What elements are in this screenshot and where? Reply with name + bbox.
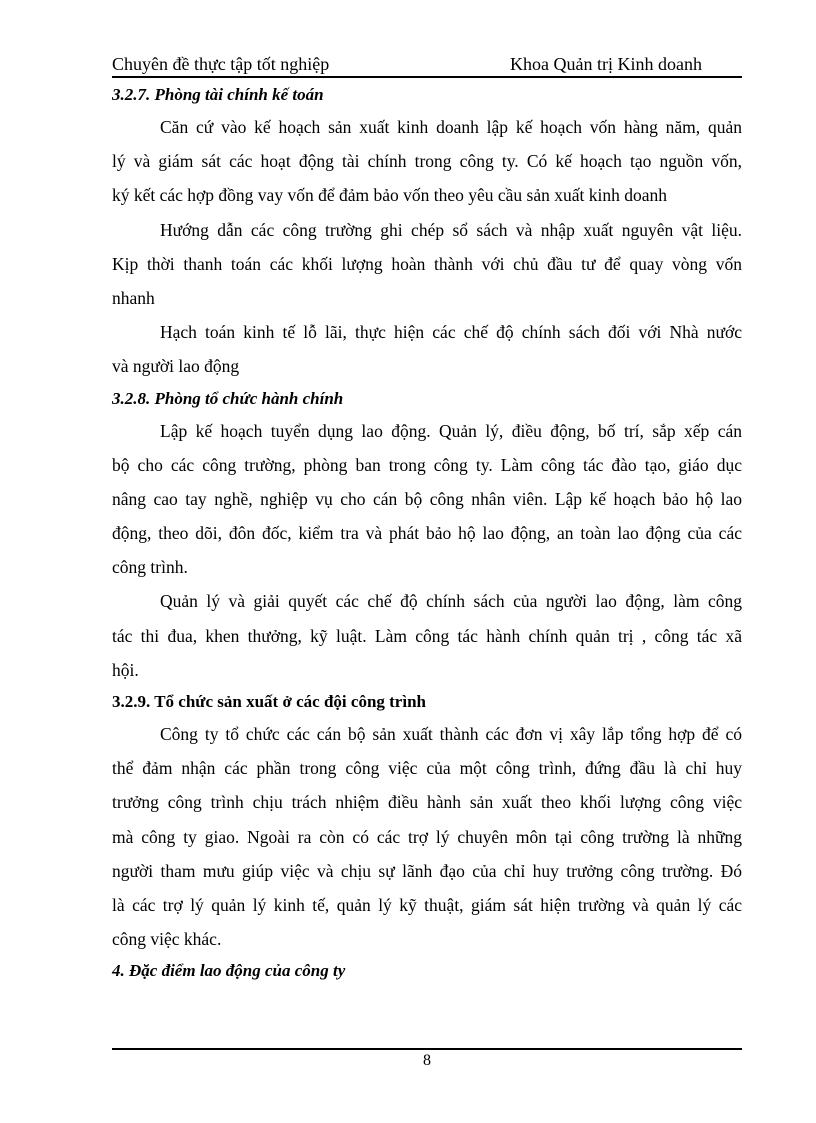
header-faculty-name: Khoa Quản trị Kinh doanh bbox=[510, 54, 702, 74]
paragraph-line: Lập kế hoạch tuyển dụng lao động. Quản lý, điều động, bố trí, sắp xếp cán bbox=[160, 420, 742, 441]
paragraph-line: bộ cho các công trường, phòng ban trong công ty. Làm công tác đào tạo, giáo dục bbox=[112, 454, 742, 475]
paragraph-line: trưởng công trình chịu trách nhiệm điều hành sản xuất theo khối lượng công việc bbox=[112, 792, 742, 813]
paragraph-line: Hạch toán kinh tế lỗ lãi, thực hiện các chế độ chính sách đối với Nhà nước bbox=[160, 322, 742, 343]
paragraph-line: Hướng dẫn các công trường ghi chép sổ sách và nhập xuất nguyên vật liệu. bbox=[160, 219, 742, 240]
footer-divider bbox=[112, 1048, 742, 1050]
section-heading-3-2-9: 3.2.9. Tổ chức sản xuất ở các đội công trình bbox=[112, 692, 426, 711]
paragraph-line: người tham mưu giúp việc và chịu sự lãnh đạo của chỉ huy trưởng công trường. Đó bbox=[112, 860, 742, 881]
paragraph-line: tác thi đua, khen thưởng, kỹ luật. Làm công tác hành chính quản trị , công tác xã bbox=[112, 625, 742, 646]
paragraph-line: ký kết các hợp đồng vay vốn để đảm bảo vốn theo yêu cầu sản xuất kinh doanh bbox=[112, 185, 668, 206]
paragraph-line: lý và giám sát các hoạt động tài chính trong công ty. Có kế hoạch tạo nguồn vốn, bbox=[112, 151, 742, 172]
paragraph-line: nâng cao tay nghề, nghiệp vụ cho cán bộ công nhân viên. Lập kế hoạch bảo hộ lao bbox=[112, 488, 742, 509]
paragraph-line: Căn cứ vào kế hoạch sản xuất kinh doanh lập kế hoạch vốn hàng năm, quản bbox=[160, 117, 742, 137]
paragraph-line: động, theo dõi, đôn đốc, kiểm tra và phát bảo hộ lao động, an toàn lao động của các bbox=[112, 523, 742, 544]
paragraph-line: hội. bbox=[112, 659, 139, 680]
paragraph-line: Kịp thời thanh toán các khối lượng hoàn thành với chủ đầu tư để quay vòng vốn bbox=[112, 253, 742, 274]
paragraph-line: nhanh bbox=[112, 287, 155, 308]
paragraph-line: Quản lý và giải quyết các chế độ chính sách của người lao động, làm công bbox=[160, 591, 742, 612]
paragraph-line: Công ty tổ chức các cán bộ sản xuất thành các đơn vị xây lắp tổng hợp để có bbox=[160, 724, 742, 744]
page-body bbox=[112, 80, 742, 986]
section-heading-3-2-8: 3.2.8. Phòng tổ chức hành chính bbox=[112, 388, 344, 408]
paragraph-line: và người lao động bbox=[112, 356, 240, 377]
paragraph-line: công việc khác. bbox=[112, 929, 222, 950]
paragraph-line: công trình. bbox=[112, 557, 188, 578]
header-divider bbox=[112, 76, 742, 78]
section-heading-4: 4. Đặc điểm lao động của công ty bbox=[112, 961, 346, 981]
paragraph-line: mà công ty giao. Ngoài ra còn có các trợ lý chuyên môn tại công trường là những bbox=[112, 826, 742, 847]
header-report-title: Chuyên đề thực tập tốt nghiệp bbox=[112, 54, 330, 74]
paragraph-line: thể đảm nhận các phần trong công việc của một công trình, đứng đầu là chỉ huy bbox=[112, 758, 742, 779]
paragraph-line: là các trợ lý quản lý kinh tế, quản lý kỹ thuật, giám sát hiện trường và quản lý các bbox=[112, 894, 742, 915]
page-header bbox=[112, 52, 742, 76]
section-heading-3-2-7: 3.2.7. Phòng tài chính kế toán bbox=[112, 85, 324, 104]
page-number: 8 bbox=[423, 1052, 431, 1069]
